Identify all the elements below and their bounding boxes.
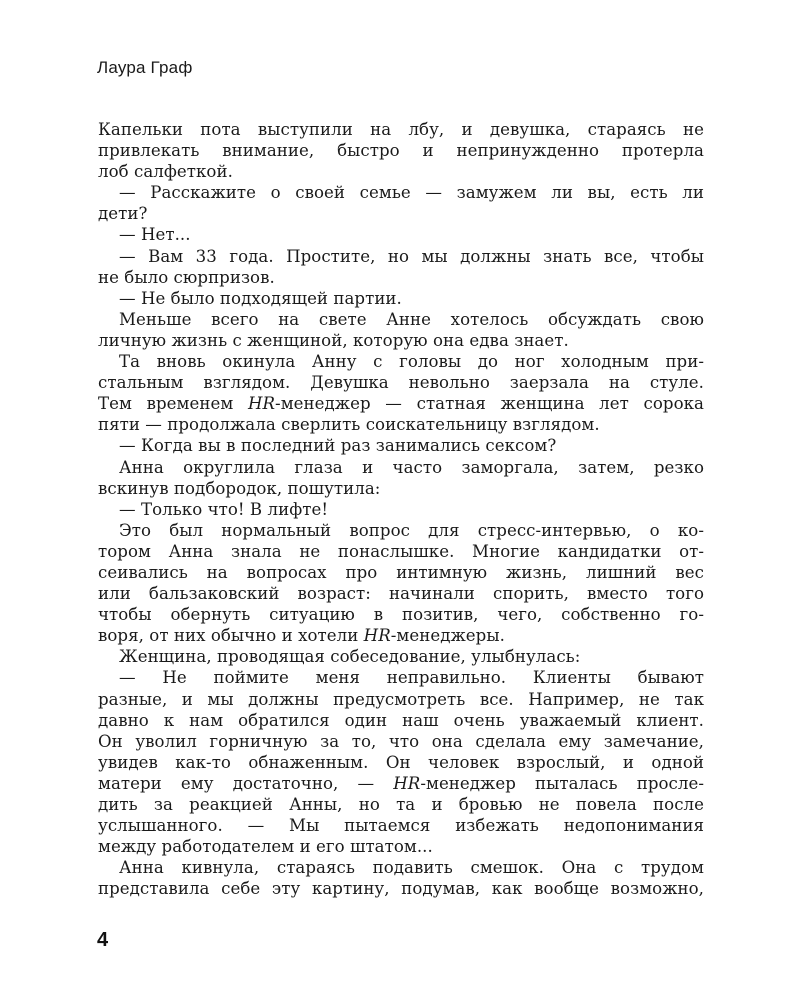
text-line: между работодателем и его штатом...	[98, 837, 433, 857]
text-line: — Нет...	[119, 225, 191, 245]
text-line: Капельки пота выступили на лбу, и девушка, стараясь не	[98, 120, 704, 139]
text-line: матери ему достаточно, — HR-менеджер пыталась просле-	[98, 773, 704, 793]
text-line: дить за реакцией Анны, но та и бровью не повела после	[98, 795, 704, 814]
text-line: разные, и мы должны предусмотреть все. Например, не так	[98, 689, 704, 709]
text-line: Женщина, проводящая собеседование, улыбнулась:	[119, 647, 581, 667]
text-line: — Не было подходящей партии.	[119, 288, 402, 308]
text-line: — Не поймите меня неправильно. Клиенты бывают	[119, 668, 704, 688]
text-line: Анна кивнула, стараясь подавить смешок. Она с трудом	[119, 858, 704, 878]
text-line: — Вам 33 года. Простите, но мы должны знать все, чтобы	[119, 246, 704, 266]
text-line: вскинув подбородок, пошутила:	[98, 478, 381, 498]
text-line: Он уволил горничную за то, что она сделала ему замечание,	[98, 731, 704, 751]
running-head: Лаура Граф	[97, 58, 193, 77]
text-line: стальным взглядом. Девушка невольно заерзала на стуле.	[98, 373, 704, 393]
text-line: — Когда вы в последний раз занимались сексом?	[119, 436, 557, 456]
text-line: личную жизнь с женщиной, которую она едва знает.	[98, 330, 569, 350]
text-line: Та вновь окинула Анну с головы до ног холодным при-	[119, 352, 704, 372]
text-line: представила себе эту картину, подумав, как вообще возможно,	[98, 879, 704, 899]
text-line: дети?	[98, 204, 148, 224]
text-line: Анна округлила глаза и часто заморгала, затем, резко	[119, 457, 704, 477]
text-line: — Расскажите о своей семье — замужем ли вы, есть ли	[119, 183, 704, 203]
text-line: Тем временем HR-менеджер — статная женщина лет сорока	[98, 394, 704, 414]
text-line: привлекать внимание, быстро и непринужденно протерла	[98, 141, 704, 161]
text-line: лоб салфеткой.	[98, 162, 233, 182]
text-line: сеивались на вопросах про интимную жизнь, лишний вес	[98, 562, 704, 582]
text-line: увидев как-то обнаженным. Он человек взрослый, и одной	[98, 752, 704, 772]
page-body-text	[98, 119, 704, 899]
text-line: тором Анна знала не понаслышке. Многие кандидатки от-	[98, 541, 704, 561]
text-line: Это был нормальный вопрос для стресс-интервью, о ко-	[119, 520, 704, 540]
text-line: услышанного. — Мы пытаемся избежать недопонимания	[98, 816, 704, 836]
text-line: Меньше всего на свете Анне хотелось обсуждать свою	[119, 309, 704, 329]
text-line: давно к нам обратился один наш очень уважаемый клиент.	[98, 710, 704, 730]
text-line: пяти — продолжала сверлить соискательницу взглядом.	[98, 415, 600, 435]
page-number: 4	[97, 929, 109, 951]
text-line: чтобы обернуть ситуацию в позитив, чего, собственно го-	[98, 605, 704, 625]
text-line: — Только что! В лифте!	[119, 499, 329, 519]
text-line: не было сюрпризов.	[98, 267, 275, 287]
text-line: воря, от них обычно и хотели HR-менеджеры.	[98, 626, 505, 646]
text-line: или бальзаковский возраст: начинали спорить, вместо того	[98, 584, 704, 604]
